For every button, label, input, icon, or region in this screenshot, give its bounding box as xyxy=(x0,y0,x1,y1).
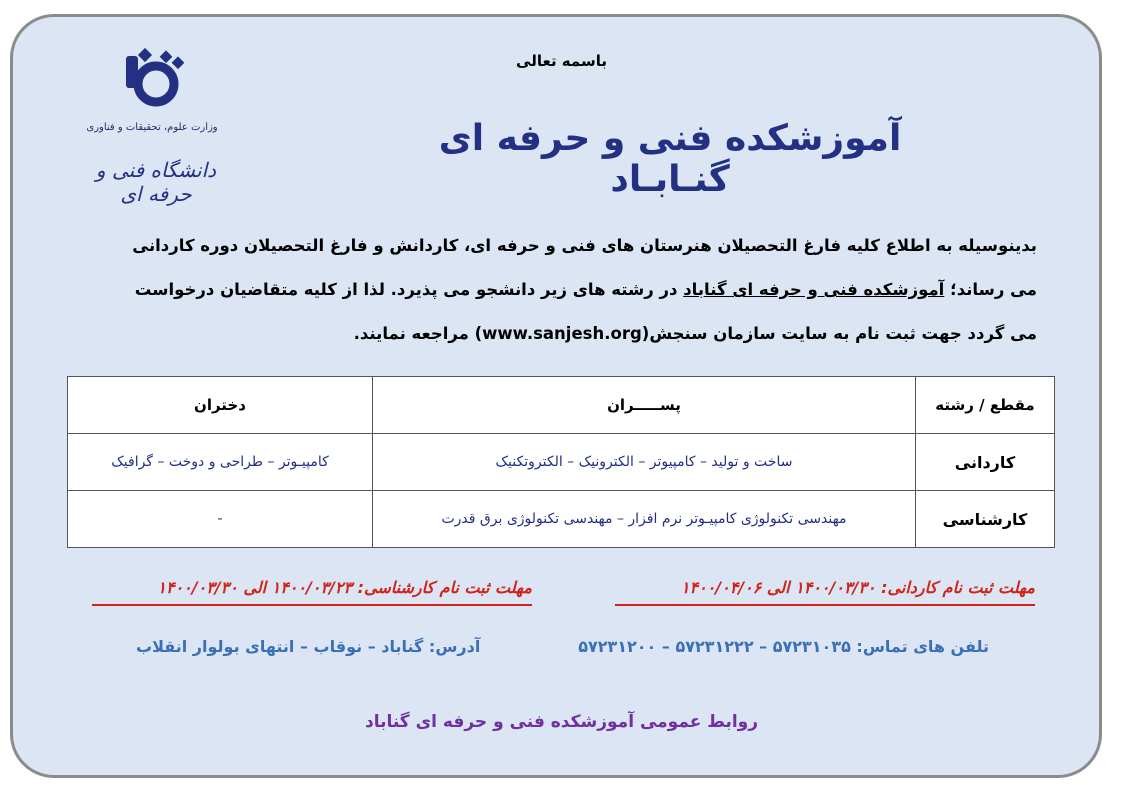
kardani-deadline: مهلت ثبت نام کاردانی: ۱۴۰۰/۰۳/۳۰ الی ۱۴۰۰/۰۴/۰۶ xyxy=(615,578,1035,606)
contact-phones: تلفن های تماس: ۵۷۲۳۱۰۳۵ – ۵۷۲۳۱۲۲۲ – ۵۷۲۳۱۲۰۰ xyxy=(578,637,989,656)
notice-line-1: بدینوسیله به اطلاع کلیه فارغ التحصیلان هنرستان های فنی و حرفه ای، کاردانش و فارغ التحصیلان دوره کاردانی xyxy=(132,236,1037,255)
contact-address: آدرس: گناباد – نوقاب – انتهای بولوار انقلاب xyxy=(136,637,481,656)
ministry-label: وزارت علوم، تحقیقات و فناوری xyxy=(86,122,218,133)
row-level-cell: کارشناسی xyxy=(916,491,1055,548)
table-header-row xyxy=(68,377,1055,434)
row-boys-cell: مهندسی تکنولوژی کامپیـوتر نرم افزار – مهندسی تکنولوژی برق قدرت xyxy=(373,491,916,548)
page-title: آموزشکده فنی و حرفه ای گنـابـاد xyxy=(438,118,902,200)
row-level-cell: کاردانی xyxy=(916,434,1055,491)
notice-line-2-suffix: در رشته های زیر دانشجو می پذیرد. لذا از کلیه متقاضیان درخواست xyxy=(134,280,678,299)
row-boys-cell: ساخت و تولید – کامپیوتر – الکترونیک – الکتروتکنیک xyxy=(373,434,916,491)
basmele-heading: باسمه تعالی xyxy=(516,52,607,70)
header-level: مقطع / رشته xyxy=(916,377,1055,434)
notice-line-2 xyxy=(77,268,1037,312)
university-logo xyxy=(72,48,242,206)
public-relations-signature: روابط عمومی آموزشکده فنی و حرفه ای گناباد xyxy=(364,712,759,732)
university-name: دانشگاه فنی و حرفه ای xyxy=(95,158,217,206)
fields-table xyxy=(67,376,1055,548)
university-logo-icon xyxy=(118,48,190,110)
row-girls-cell: کامپیـوتر – طراحی و دوخت – گرافیک xyxy=(68,434,373,491)
table-row xyxy=(68,491,1055,548)
notice-school-name: آموزشکده فنی و حرفه ای گناباد xyxy=(683,280,945,299)
header-girls: دختران xyxy=(68,377,373,434)
table-row xyxy=(68,434,1055,491)
header-boys: پســـــران xyxy=(373,377,916,434)
row-girls-cell: - xyxy=(68,491,373,548)
karshenasi-deadline: مهلت ثبت نام کارشناسی: ۱۴۰۰/۰۳/۲۳ الی ۱۴۰۰/۰۳/۳۰ xyxy=(92,578,532,606)
notice-line-2-prefix: می رساند؛ xyxy=(950,280,1037,299)
notice-line-3: می گردد جهت ثبت نام به سایت سازمان سنجش(www.sanjesh.org) مراجعه نمایند. xyxy=(353,324,1037,343)
notice-paragraph xyxy=(77,224,1037,356)
